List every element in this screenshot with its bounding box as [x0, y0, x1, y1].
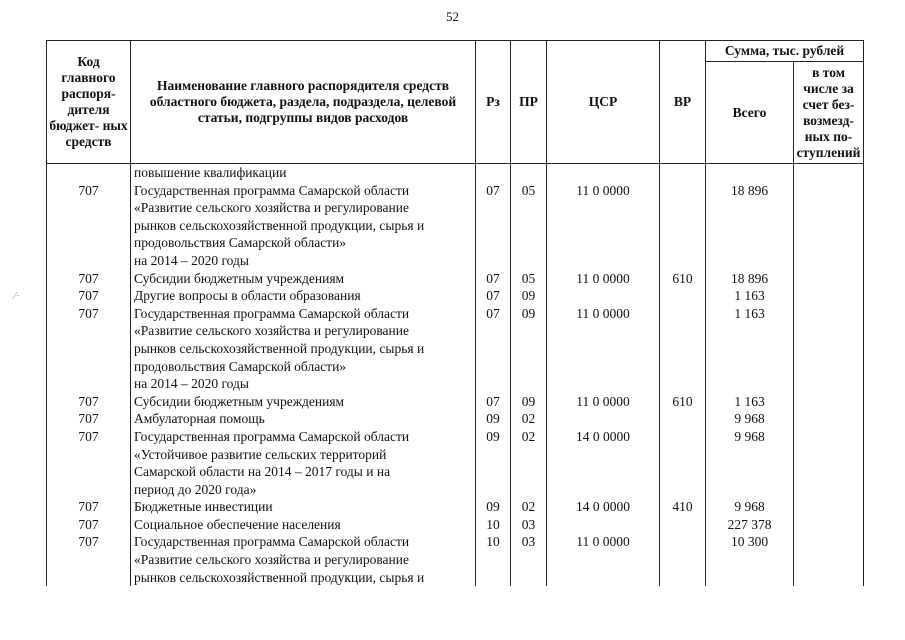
pr-cell: 03	[511, 533, 547, 586]
csr-cell: 11 0 0000	[547, 393, 660, 411]
vr-cell	[660, 164, 706, 182]
rz-cell: 07	[476, 393, 511, 411]
rz-cell: 07	[476, 182, 511, 270]
page-number: 52	[446, 9, 459, 24]
gratuitous-cell	[794, 287, 864, 305]
header-gratuitous: в том числе за счет без- возмезд- ных по- ступлений	[794, 62, 864, 164]
rz-cell: 10	[476, 533, 511, 586]
code-cell: 707	[47, 182, 131, 270]
name-cell: Государственная программа Самарской области «Развитие сельского хозяйства и регулирование рынков сельскохозяйственной продукции, сырья и	[131, 533, 476, 586]
gratuitous-cell	[794, 428, 864, 498]
table-row	[47, 164, 864, 182]
gratuitous-cell	[794, 516, 864, 534]
vr-cell	[660, 305, 706, 393]
pr-cell: 09	[511, 287, 547, 305]
rz-cell	[476, 164, 511, 182]
total-cell: 1 163	[706, 305, 794, 393]
code-cell: 707	[47, 516, 131, 534]
vr-cell	[660, 516, 706, 534]
csr-cell	[547, 410, 660, 428]
rz-cell: 09	[476, 410, 511, 428]
name-cell: Бюджетные инвестиции	[131, 498, 476, 516]
total-cell: 9 968	[706, 428, 794, 498]
header-total: Всего	[706, 62, 794, 164]
table-row	[47, 516, 864, 534]
name-cell: Государственная программа Самарской области «Устойчивое развитие сельских территорий Самарской области на 2014 – 2017 годы и на период до 2020 года»	[131, 428, 476, 498]
vr-cell	[660, 182, 706, 270]
name-cell: Социальное обеспечение населения	[131, 516, 476, 534]
gratuitous-cell	[794, 533, 864, 586]
pr-cell: 09	[511, 305, 547, 393]
rz-cell: 09	[476, 428, 511, 498]
csr-cell: 11 0 0000	[547, 305, 660, 393]
table-row	[47, 533, 864, 586]
header-csr: ЦСР	[547, 41, 660, 164]
table-header	[47, 41, 864, 164]
code-cell: 707	[47, 498, 131, 516]
header-pr: ПР	[511, 41, 547, 164]
csr-cell	[547, 287, 660, 305]
table-row	[47, 182, 864, 270]
rz-cell: 09	[476, 498, 511, 516]
vr-cell	[660, 428, 706, 498]
total-cell: 1 163	[706, 393, 794, 411]
gratuitous-cell	[794, 410, 864, 428]
code-cell: 707	[47, 270, 131, 288]
header-sum: Сумма, тыс. рублей	[706, 41, 864, 62]
code-cell: 707	[47, 428, 131, 498]
gratuitous-cell	[794, 498, 864, 516]
gratuitous-cell	[794, 164, 864, 182]
rz-cell: 07	[476, 287, 511, 305]
gratuitous-cell	[794, 270, 864, 288]
csr-cell: 11 0 0000	[547, 182, 660, 270]
csr-cell: 14 0 0000	[547, 428, 660, 498]
name-cell: Амбулаторная помощь	[131, 410, 476, 428]
csr-cell: 11 0 0000	[547, 270, 660, 288]
table-row	[47, 393, 864, 411]
header-name: Наименование главного распорядителя средств областного бюджета, раздела, подраздела, целевой статьи, подгруппы видов расходов	[131, 41, 476, 164]
code-cell	[47, 164, 131, 182]
code-cell: 707	[47, 533, 131, 586]
total-cell	[706, 164, 794, 182]
pr-cell: 02	[511, 410, 547, 428]
pr-cell: 02	[511, 498, 547, 516]
csr-cell: 11 0 0000	[547, 533, 660, 586]
csr-cell	[547, 164, 660, 182]
name-cell: Государственная программа Самарской области «Развитие сельского хозяйства и регулирование рынков сельскохозяйственной продукции, сырья и продовольствия Самарской области» на 2014 – 2020 годы	[131, 305, 476, 393]
code-cell: 707	[47, 305, 131, 393]
table-row	[47, 498, 864, 516]
gratuitous-cell	[794, 305, 864, 393]
vr-cell	[660, 533, 706, 586]
total-cell: 18 896	[706, 182, 794, 270]
name-cell: Субсидии бюджетным учреждениям	[131, 393, 476, 411]
gratuitous-cell	[794, 393, 864, 411]
name-cell: Государственная программа Самарской области «Развитие сельского хозяйства и регулирование рынков сельскохозяйственной продукции, сырья и продовольствия Самарской области» на 2014 – 2020 годы	[131, 182, 476, 270]
table-row	[47, 270, 864, 288]
budget-table	[46, 40, 864, 586]
code-cell: 707	[47, 410, 131, 428]
pr-cell	[511, 164, 547, 182]
rz-cell: 07	[476, 305, 511, 393]
pr-cell: 05	[511, 182, 547, 270]
table-row	[47, 410, 864, 428]
vr-cell: 610	[660, 393, 706, 411]
total-cell: 10 300	[706, 533, 794, 586]
name-cell: повышение квалификации	[131, 164, 476, 182]
vr-cell	[660, 410, 706, 428]
name-cell: Другие вопросы в области образования	[131, 287, 476, 305]
table-row	[47, 428, 864, 498]
total-cell: 1 163	[706, 287, 794, 305]
vr-cell	[660, 287, 706, 305]
rz-cell: 10	[476, 516, 511, 534]
gratuitous-cell	[794, 182, 864, 270]
table-row	[47, 305, 864, 393]
code-cell: 707	[47, 287, 131, 305]
total-cell: 9 968	[706, 498, 794, 516]
code-cell: 707	[47, 393, 131, 411]
pr-cell: 05	[511, 270, 547, 288]
total-cell: 227 378	[706, 516, 794, 534]
name-cell: Субсидии бюджетным учреждениям	[131, 270, 476, 288]
total-cell: 18 896	[706, 270, 794, 288]
total-cell: 9 968	[706, 410, 794, 428]
pr-cell: 02	[511, 428, 547, 498]
pr-cell: 09	[511, 393, 547, 411]
header-rz: Рз	[476, 41, 511, 164]
scan-mark: ⁄·	[14, 290, 20, 302]
csr-cell: 14 0 0000	[547, 498, 660, 516]
vr-cell: 410	[660, 498, 706, 516]
header-code: Код главного распоря- дителя бюджет- ных средств	[47, 41, 131, 164]
table-body	[47, 164, 864, 587]
table-row	[47, 287, 864, 305]
pr-cell: 03	[511, 516, 547, 534]
csr-cell	[547, 516, 660, 534]
vr-cell: 610	[660, 270, 706, 288]
header-vr: ВР	[660, 41, 706, 164]
rz-cell: 07	[476, 270, 511, 288]
